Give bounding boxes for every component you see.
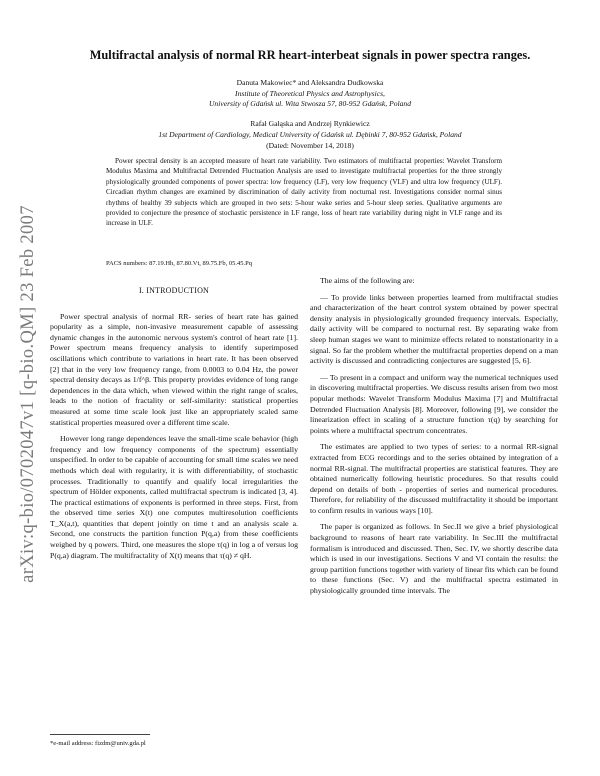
- footnote: *e-mail address: fizdm@univ.gda.pl: [50, 740, 146, 747]
- paragraph: The estimates are applied to two types of series: to a normal RR-signal extracted from ECG recordings and to the series obtained by integration of a normal RR-signal. The multifractal properties are statistical features. They are obtained numerically following heuristic procedures. So that results could depend on details of both - properties of series and numerical procedures. Therefore, for reliability of the discussed multifractality it should be important to confirm results in various ways [10].: [310, 442, 558, 515]
- paragraph: However long range dependences leave the small-time scale behavior (high frequency and low frequency components of the spectrum) essentially unspecified. In order to be capable of accounting for small time scales we need methods which deal with regularity, it is with differentiability, of stochastic processes. Traditionally to quantify and qualify local irregularities the spectrum of Hölder exponents, called multifractal spectrum is indicated [3, 4]. The practical estimations of exponents is performed in three steps. First, from the observed time series X(t) one computes multiresolution coefficients T_X(a,t), quantities that depent jointly on time t and an analysis scale a. Second, one constructs the partition function P(q,a) from these coefficients weighed by q powers. Third, one measures the slope τ(q) in log a of versus log P(q,a) diagram. The multifractality of X(t) means that τ(q) ≠ qH.: [50, 434, 298, 560]
- right-column: [310, 276, 558, 603]
- author-names: Rafał Gałąska and Andrzej Rynkiewicz: [250, 119, 370, 128]
- paragraph: — To present in a compact and uniform way the numerical techniques used in discovering multifractal properties. We discuss results arisen from two most popular methods: Wavelet Transform Modulus Maxima [7] and Multifractal Detrended Fluctuation Analysis [8]. Moreover, following [9], we consider the linearization effect in scaling of a structure function τ(q) by searching for points where a multifractal spectrum concentrates.: [310, 372, 558, 435]
- affiliation-line: 1st Department of Cardiology, Medical University of Gdańsk ul. Dębinki 7, 80-952 Gdańsk, Poland: [158, 129, 462, 139]
- pacs-numbers: PACS numbers: 87.19.Hh, 87.80.Vt, 89.75.Fb, 05.45.Pq: [106, 260, 253, 267]
- left-column: [50, 286, 298, 567]
- affiliation-line: Institute of Theoretical Physics and Astrophysics,: [235, 88, 385, 98]
- paragraph: The paper is organized as follows. In Sec.II we give a brief physiological background to reasons of heart rate variability. In Sec.III the multifractal formalism is introduced and discussed. Then, Sec. IV, we shortly describe data which is used in our investigations. Sections V and VI contain the results: the group partition functions together with variety of linear fits which can be found to these functions (Sec. V) and the multifractal spectra estimated in physiologically grounded time intervals. The: [310, 522, 558, 596]
- author-block-2: [70, 119, 550, 140]
- dated-line: (Dated: November 14, 2018): [266, 141, 354, 150]
- affiliation-line: University of Gdańsk ul. Wita Stwosza 57, 80-952 Gdańsk, Poland: [208, 99, 412, 109]
- paragraph: The aims of the following are:: [320, 276, 415, 285]
- section-heading: I. INTRODUCTION: [138, 286, 210, 295]
- author-names: Danuta Makowiec* and Aleksandra Dudkowska: [236, 78, 384, 87]
- abstract: Power spectral density is an accepted measure of heart rate variability. Two estimators of multifractal properties: Wavelet Transform Modulus Maxima and Multifractal Detrended Fluctuation Analysis are used to investigate multifractal properties for the three strongly physiologically grounded components of power spectra: low frequency (LF), very low frequency (VLF) and ultra low frequency (ULF). Circadian rhythm changes are examined by discrimination of daily activity from nocturnal rest. Investigations consider normal sinus rhythms of healthy 39 subjects which are grouped in two sets: 5-hour wake series and 5-hour sleep series. Qualitative arguments are provided to conjecture the presence of stochastic persistence in LF range, loss of heart rate variability during night in VLF range and its increase in ULF.: [106, 157, 502, 228]
- author-block-1: [70, 78, 550, 110]
- paragraph: Power spectral analysis of normal RR- series of heart rate has gained popularity as a simple, non-invasive measurement capable of assessing dynamic changes in the autonomic nervous system's control of heart rate [1]. Power spectrum means frequency analysis to identify superimposed oscillations which contribute to variations in heart rate. It has been observed [2] that in the very low frequency range, from 0.0003 to 0.04 Hz, the power spectral density decays as 1/f^β. This property provides evidence of long range dependences in the data which, when viewed within the right range of scales, leads to the notion of fractality or self-similarity: statistical properties measured at some time scale look just like an appropriately scaled same statistical properties measured over a different time scale.: [50, 311, 298, 427]
- paragraph: — To provide links between properties learned from multifractal studies and characterization of the heart control system obtained by power spectral density analysis in physiologically grounded frequency intervals. Especially, daily activity will be compared to nocturnal rest. By separating wake from sleep human stages we want to minimize effects related to nonstationarity in a signal. So far the problem whether the multifractal properties depend on a man activity is discussed and contradicting conjectures are suggested [5, 6].: [310, 292, 558, 366]
- paper-title: Multifractal analysis of normal RR heart-interbeat signals in power spectra ranges.: [89, 48, 531, 62]
- arxiv-identifier: arXiv:q-bio/0702047v1 [q-bio.QM] 23 Feb 2007: [18, 205, 38, 583]
- footnote-rule: [50, 734, 150, 735]
